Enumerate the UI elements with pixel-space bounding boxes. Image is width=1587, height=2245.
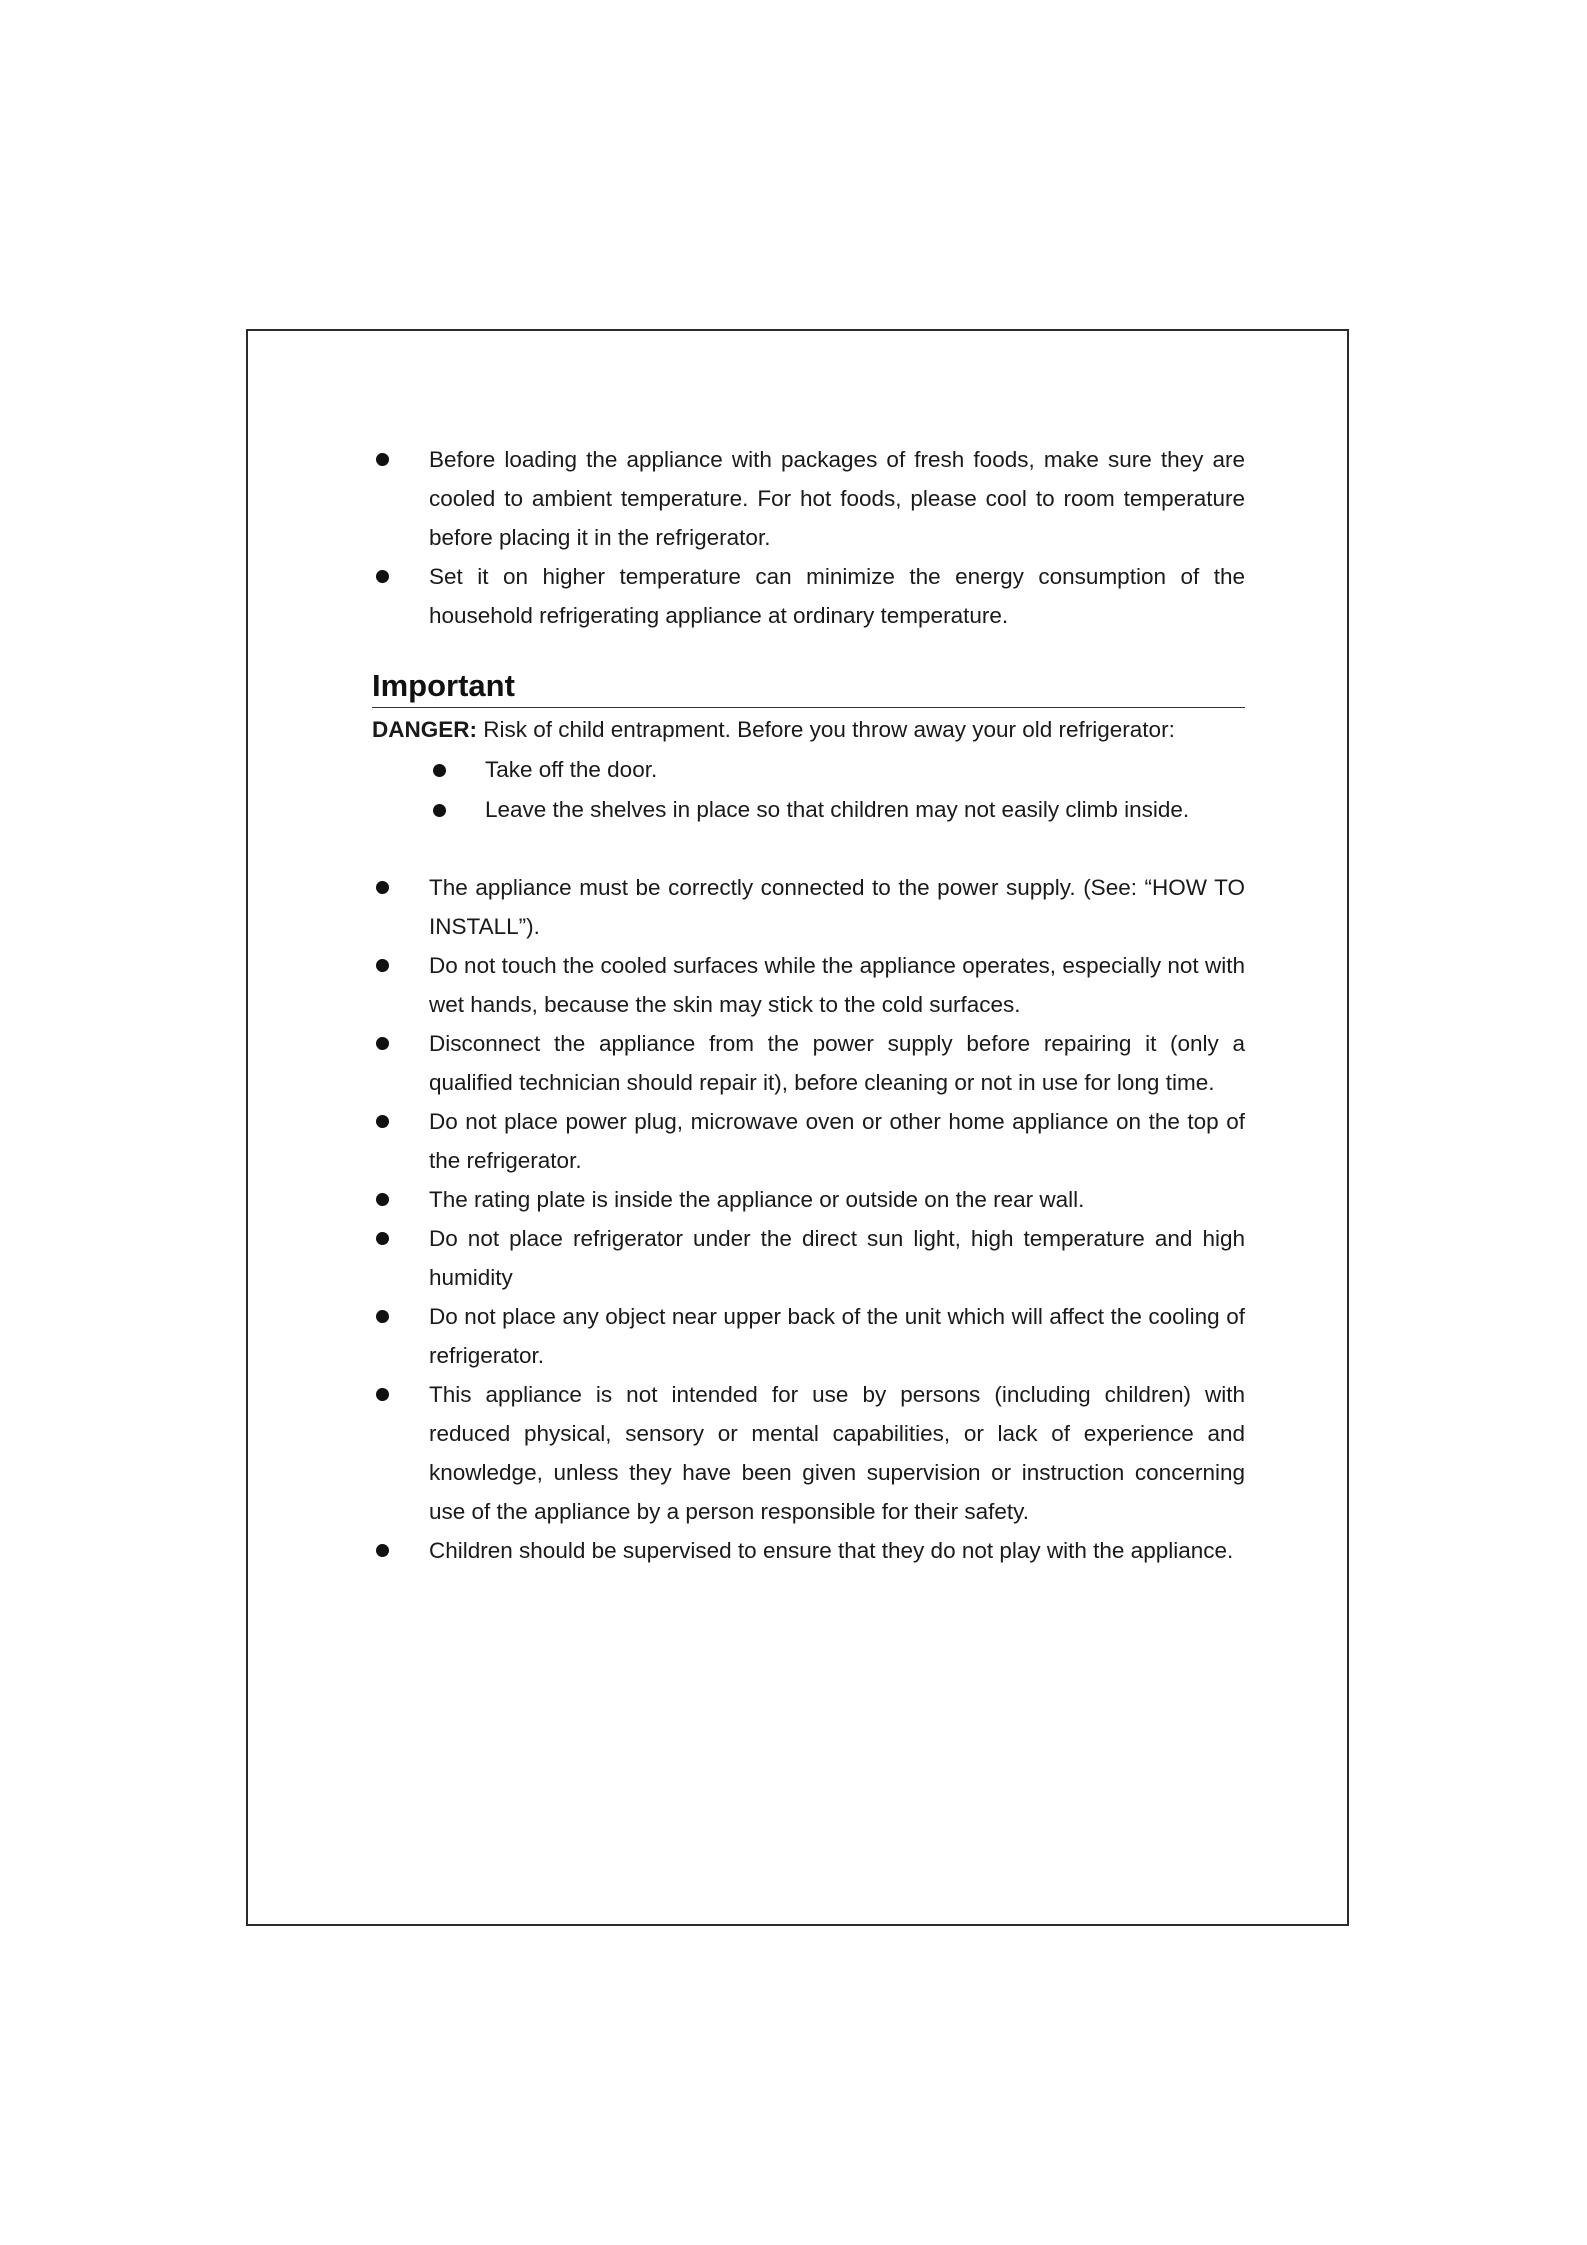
list-item-text: The appliance must be correctly connected to the power supply. (See: “HOW TO INSTALL”). (429, 875, 1245, 939)
intro-bullet-list (372, 440, 1245, 635)
page-content (372, 440, 1245, 1570)
list-item-text: Set it on higher temperature can minimize the energy consumption of the household refrigerating appliance at ordinary temperature. (429, 564, 1245, 628)
safety-bullet-list (372, 868, 1245, 1570)
list-item-text: Before loading the appliance with packages of fresh foods, make sure they are cooled to ambient temperature. For hot foods, please cool to room temperature before placing it in the refrigerator. (429, 447, 1245, 550)
important-heading: Important (372, 667, 1245, 708)
danger-sub-bullet-list (372, 750, 1245, 830)
list-item (372, 868, 1245, 946)
list-item-text: This appliance is not intended for use by persons (including children) with reduced physical, sensory or mental capabilities, or lack of experience and knowledge, unless they have been given supervision or instruction concerning use of the appliance by a person responsible for their safety. (429, 1382, 1245, 1524)
list-item-text: Do not place any object near upper back of the unit which will affect the cooling of refrigerator. (429, 1304, 1245, 1368)
list-item (372, 946, 1245, 1024)
list-item (372, 1219, 1245, 1297)
list-item (429, 750, 1245, 790)
bullet-icon (376, 881, 389, 894)
list-item-text: The rating plate is inside the appliance or outside on the rear wall. (429, 1187, 1085, 1212)
list-item-text: Leave the shelves in place so that children may not easily climb inside. (485, 797, 1190, 822)
list-item (372, 1180, 1245, 1219)
danger-label: DANGER: (372, 717, 477, 742)
list-item (372, 1024, 1245, 1102)
list-item-text: Do not place refrigerator under the direct sun light, high temperature and high humidity (429, 1226, 1245, 1290)
bullet-icon (376, 959, 389, 972)
list-item (372, 440, 1245, 557)
list-item (429, 790, 1245, 830)
bullet-icon (376, 1388, 389, 1401)
bullet-icon (376, 1193, 389, 1206)
section-spacer (372, 830, 1245, 868)
bullet-icon (376, 1037, 389, 1050)
bullet-icon (376, 1232, 389, 1245)
bullet-icon (376, 1115, 389, 1128)
bullet-icon (376, 570, 389, 583)
list-item-text: Disconnect the appliance from the power supply before repairing it (only a qualified technician should repair it), before cleaning or not in use for long time. (429, 1031, 1245, 1095)
list-item-text: Children should be supervised to ensure that they do not play with the appliance. (429, 1538, 1234, 1563)
danger-text: Risk of child entrapment. Before you throw away your old refrigerator: (477, 717, 1175, 742)
list-item-text: Do not place power plug, microwave oven or other home appliance on the top of the refrigerator. (429, 1109, 1245, 1173)
list-item-text: Do not touch the cooled surfaces while the appliance operates, especially not with wet hands, because the skin may stick to the cold surfaces. (429, 953, 1245, 1017)
list-item (372, 557, 1245, 635)
bullet-icon (433, 764, 446, 777)
list-item-text: Take off the door. (485, 757, 658, 782)
list-item (372, 1375, 1245, 1531)
list-item (372, 1531, 1245, 1570)
bullet-icon (376, 1544, 389, 1557)
bullet-icon (376, 1310, 389, 1323)
bullet-icon (433, 804, 446, 817)
danger-warning (372, 710, 1245, 750)
list-item (372, 1297, 1245, 1375)
list-item (372, 1102, 1245, 1180)
bullet-icon (376, 453, 389, 466)
